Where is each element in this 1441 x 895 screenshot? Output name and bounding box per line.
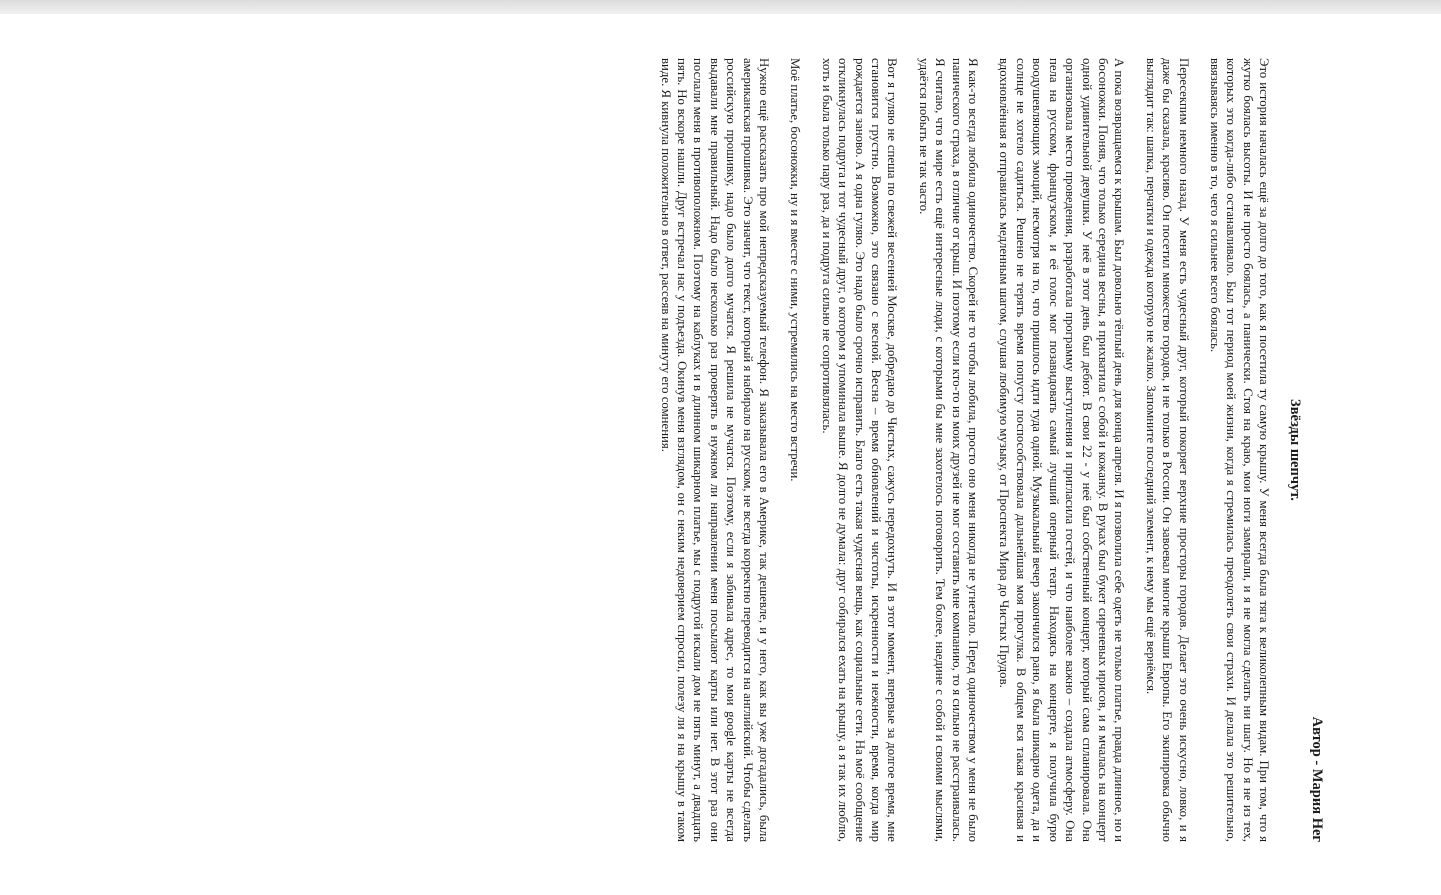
paragraph-6: Моё платье, босоножки, ну и я вместе с ними, устремились на место встречи. bbox=[788, 58, 803, 482]
paragraph-1: Это история началась ещё за долго до того, как я посетила ту самую крышу. У меня всегда была тяга к великолепным видам. При том, что я жутко боялась высоты. И не просто боялась, а панически. Стоя на краю, мои ноги замирали, и я не могла сделать ни шагу. Но я не из тех, которых это когда-либо останавливало. Был тот период моей жизни, когда я стремилась преодолеть свои страхи. И делала это решительно, ввязываясь именно в то, чего я сильнее всего боялась. bbox=[1207, 58, 1272, 842]
document-title: Звёзды шепчут. bbox=[1286, 399, 1303, 501]
document-page bbox=[118, 26, 1350, 874]
paragraph-7: Нужно ещё рассказать про мой непредсказуемый телефон. Я заказывала его в Америке, так дешевле, и у него, как вы уже догадались, была американская прошивка. Это значит, что текст, который я набирало на русском, не всегда корректно переводится на английский. Чтобы сделать российскую прошивку, надо было долго мучатся. Я решила не мучатся. Поэтому, если я забивала адрес, то мои google карты не всегда выдавали мне правильный. Надо было несколько раз проверять в нужном ли направлении меня посылают карты или нет. В этот раз они послали меня в противоположном. Поэтому на каблуках и в длинном шикарном платье, мы с подругой искали дом не пять минут, а двадцать пять. Но вскоре нашли. Друг встречал нас у подъезда. Окинув меня взглядом, он с неким недоверием спросил, полезу ли я на крышу в таком виде. Я кивнула положительно в ответ, рассеяв на минуту его сомнения. bbox=[658, 58, 772, 842]
author-line: Автор - Мария Нег bbox=[1309, 716, 1325, 842]
rotated-document-body bbox=[129, 50, 1339, 850]
paragraph-4: Я как-то всегда любила одиночество. Скорей не то чтобы любила, просто оно меня никогда не угнетало. Перед одиночеством у меня не было панического страха, в отличие от крыш. И поэтому если кто-то из моих друзей не мог составить мне компанию, то я сильно не расстраивалась. Я считаю, что в мире есть ещё интересные люди, с которыми бы мне захотелось поговорить. Тем более, наедине с собой и своими мыслями, удаётся побыть не так часто. bbox=[916, 58, 981, 842]
viewer-top-bar bbox=[0, 0, 1441, 14]
paragraph-3: А пока возвращаемся к крышам. Был довольно тёплый день для конца апреля. И я позволила себе одеть не только платье, правда длинное, но и босоножки. Поняв, что только середина весны, я прихватила с собой и кожанку. В руках был букет сиреневых ирисов, и я мчалась на концерт одной удивительной девушки. У неё в этот день был дебют. В свои 22 - у неё был собственный концерт, который сама спланировала. Она организовала место проведения, разработала программу выступления и пригласила гостей, и что наиболее важно – создала атмосферу. Она пела на русском, французском, и её голос мог позавидовать самый лучший оперный театр. Находясь на концерте, я получила бурю воодушевляющих эмоций, несмотря на то, что пришлось идти туда одной. Музыкальный вечер закончился рано, я была шикарно одета, да и солнце не хотело садиться. Решено не терять время попусту поспособствовала дальнейшая моя прогулка. В общем вся такая красивая и вдохновлённая я отправилась медленным шагом, слушая любимую музыку, от Проспекта Мира до Чистых Прудов. bbox=[997, 58, 1127, 842]
paragraph-5: Вот я гуляю не спеша по свежей весенней Москве, добредаю до Чистых, сажусь передохнуть. И в этот момент, впервые за долгое время, мне становится грустно. Возможно, это связано с весной. Весна – время обновлений и чистоты, искренности и нежности, время, когда мир рождается заново. А я одна гуляю. Это надо было срочно исправить. Благо есть такая чудесная вещь, как социальные сети. На моё сообщение откликнулась подруга и тот чудесный друг, о котором я упоминала выше. Я долго не думала: друг собирался ехать на крышу, а я так их люблю, хоть и была только пару раз, да и подруга сильно не сопротивлялась. bbox=[819, 58, 900, 842]
paragraph-2: Пересекпим немного назад. У меня есть чудесный друг, который покоряет верхние просторы городов. Делает это очень искусно, ловко, и я даже бы сказала, красиво. Он посетил множество городов, и не только в России. Он завоевал многие крыши Европы. Его экипировка обычно выглядит так: шапка, перчатки и одежда которую не жалко. Запомните последний элемент, к нему мы ещё вернёмся. bbox=[1143, 58, 1191, 842]
